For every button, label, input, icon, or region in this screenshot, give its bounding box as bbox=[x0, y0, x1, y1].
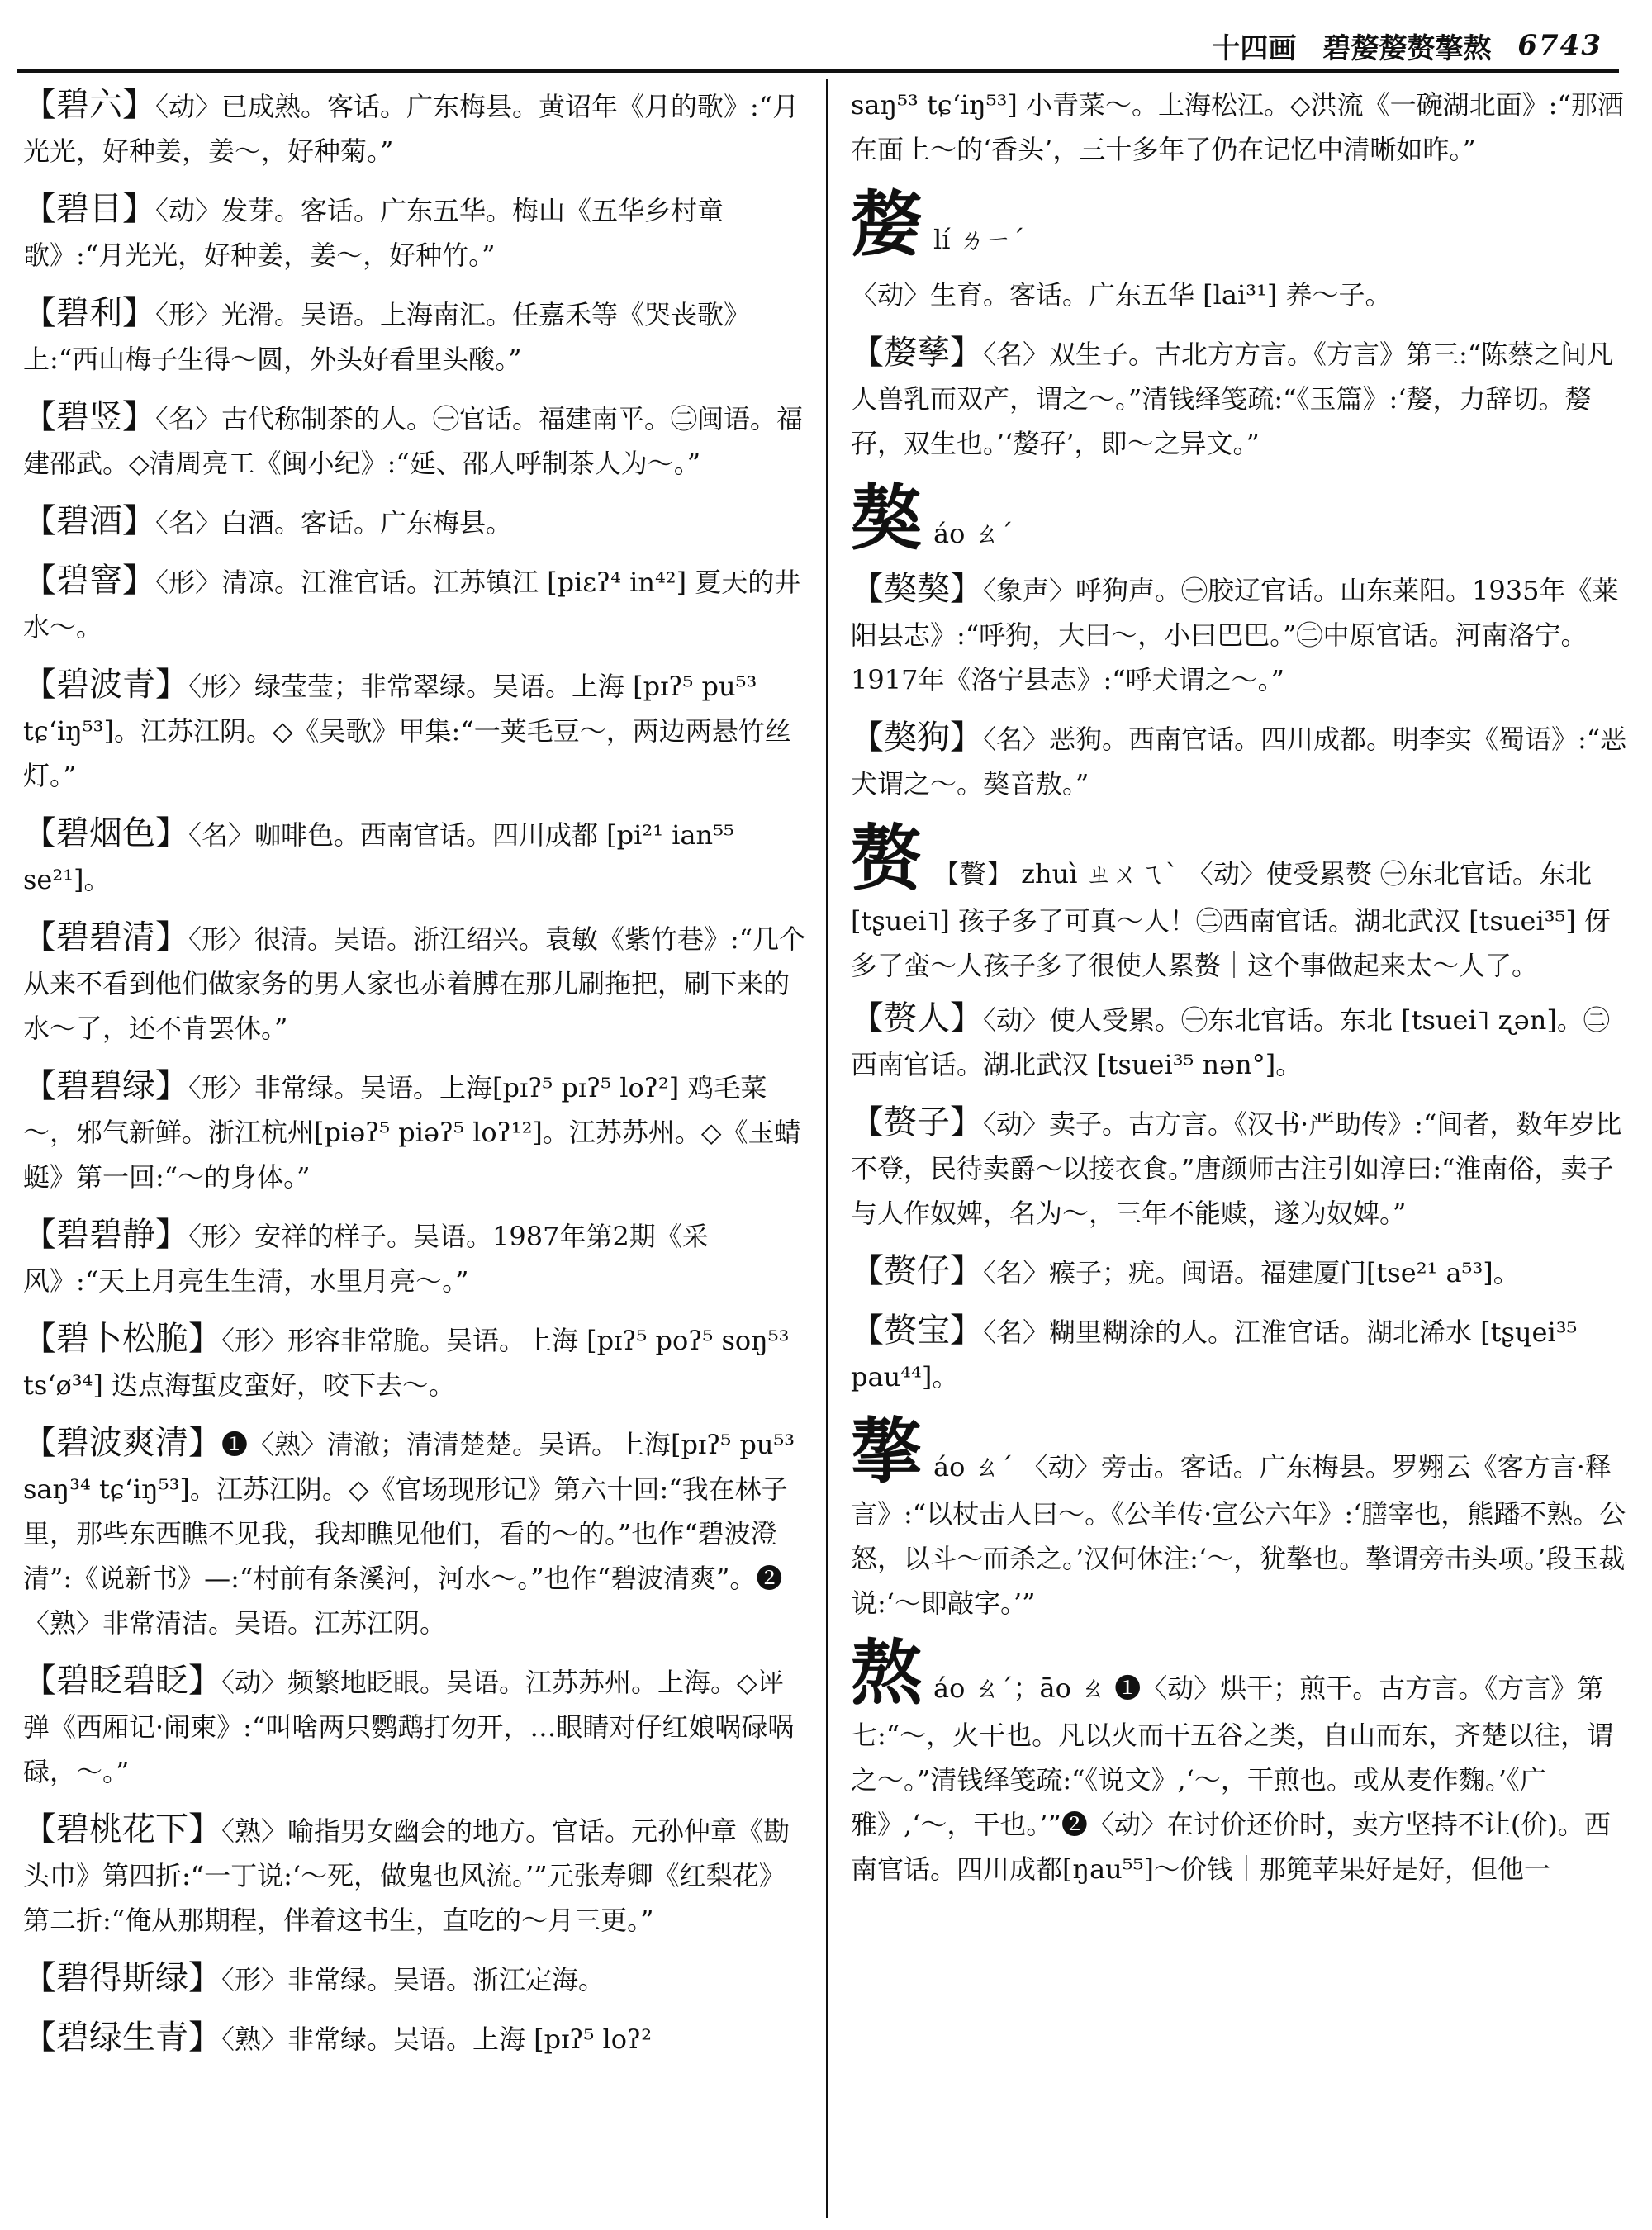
dictionary-entry bbox=[23, 662, 808, 798]
dictionary-entry bbox=[851, 1249, 1635, 1295]
entry-definition: 〈形〉光滑。吴语。上海南汇。任嘉禾等《哭丧歌》上:“西山梅子生得～圆，外头好看里头酸。” bbox=[23, 299, 751, 375]
dictionary-entry bbox=[23, 558, 808, 649]
entry-definition: 〈动〉频繁地眨眼。吴语。江苏苏州。上海。◇评弹《西厢记·闹柬》:“叫啥两只鹦鹉打勿开，…眼睛对仔红娘㖞碌㖞碌，～。” bbox=[23, 1667, 795, 1787]
entry-definition: 〈形〉绿莹莹；非常翠绿。吴语。上海 [pɪʔ⁵ pu⁵³ tɕʻiŋ⁵³]。江苏江阴。◇《吴歌》甲集:“一荚毛豆～，两边两悬竹丝灯。” bbox=[23, 671, 791, 791]
entry-definition: 〈形〉清凉。江淮官话。江苏镇江 [piɛʔ⁴ in⁴²] 夏天的井水～。 bbox=[23, 567, 801, 643]
dictionary-entry bbox=[23, 1807, 808, 1943]
page-header bbox=[1148, 25, 1602, 66]
column-divider bbox=[826, 79, 828, 2218]
entry-headword: 【獒獒】 bbox=[851, 570, 983, 608]
dictionary-entry bbox=[23, 1064, 808, 1199]
entry-definition: 〈形〉非常绿。吴语。浙江定海。 bbox=[221, 1964, 605, 1995]
header-section: 十四画 bbox=[1212, 31, 1297, 65]
entry-definition: 〈名〉糊里糊涂的人。江淮官话。湖北浠水 [tʂɥei³⁵ pau⁴⁴]。 bbox=[851, 1317, 1578, 1393]
head-character: 獒 bbox=[851, 477, 922, 560]
header-chars: 碧嫠嫠赘摮熬 bbox=[1322, 31, 1492, 65]
character-heading bbox=[851, 479, 1635, 558]
entry-definition: 〈动〉使人受累。㊀东北官话。东北 [tsuei˥ ʐən]。㊁西南官话。湖北武汉 [tsuei³⁵ nən°]。 bbox=[851, 1004, 1610, 1080]
dictionary-entry bbox=[23, 1658, 808, 1794]
entry-headword: 【碧卜松脆】 bbox=[23, 1320, 221, 1358]
header-rule bbox=[17, 69, 1619, 73]
character-heading bbox=[851, 1412, 1635, 1625]
entry-definition: 〈形〉安祥的样子。吴语。1987年第2期《采风》:“天上月亮生生清，水里月亮～。” bbox=[23, 1221, 709, 1297]
entry-headword: 【碧利】 bbox=[23, 294, 155, 332]
entry-definition: 〈名〉瘊子；疣。闽语。福建厦门[tse²¹ a⁵³]。 bbox=[983, 1257, 1520, 1288]
dictionary-entry bbox=[23, 1421, 808, 1645]
entry-definition: 〈形〉非常绿。吴语。上海[pɪʔ⁵ pɪʔ⁵ loʔ²] 鸡毛菜～，邪气新鲜。浙江杭州[piəʔ⁵ piəʔ⁵ loʔ¹²]。江苏苏州。◇《玉蜻蜓》第一回:“～的身体。” bbox=[23, 1072, 801, 1193]
dictionary-entry bbox=[851, 330, 1635, 466]
entry-definition: 〈象声〉呼狗声。㊀胶辽官话。山东莱阳。1935年《莱阳县志》:“呼狗，大曰～，小曰巴巴。”㊁中原官话。河南洛宁。1917年《洛宁县志》:“呼犬谓之～。” bbox=[851, 575, 1619, 695]
continued-entry bbox=[851, 83, 1635, 172]
entry-headword: 【碧波青】 bbox=[23, 666, 188, 704]
entry-definition: 〈形〉形容非常脆。吴语。上海 [pɪʔ⁵ poʔ⁵ soŋ⁵³ tsʻø³⁴] 迭点海蜇皮蛮好，咬下去～。 bbox=[23, 1325, 790, 1401]
dictionary-entry bbox=[23, 291, 808, 382]
entry-definition: 〈名〉双生子。古北方方言。《方言》第三:“陈蔡之间凡人兽乳而双产，谓之～。”清钱绎笺疏:“《玉篇》:‘嫠，力辞切。嫠孖，双生也。’‘嫠孖’，即～之异文。” bbox=[851, 339, 1614, 459]
dictionary-entry bbox=[851, 1308, 1635, 1399]
dictionary-entry bbox=[23, 395, 808, 486]
head-character: 赘 bbox=[851, 817, 922, 900]
entry-headword: 【碧碧静】 bbox=[23, 1216, 188, 1254]
dictionary-entry bbox=[23, 187, 808, 278]
dictionary-entry bbox=[23, 83, 808, 173]
entry-definition: 〈熟〉非常绿。吴语。上海 [pɪʔ⁵ loʔ² bbox=[221, 2024, 653, 2055]
dictionary-entry bbox=[23, 2015, 808, 2062]
dictionary-entry bbox=[851, 1100, 1635, 1236]
entry-headword: 【碧眨碧眨】 bbox=[23, 1662, 221, 1700]
pronunciation: lí ㄌㄧˊ bbox=[933, 224, 1025, 255]
dictionary-entry bbox=[851, 273, 1635, 317]
left-column bbox=[23, 83, 808, 2222]
entry-headword: 【嫠孳】 bbox=[851, 334, 983, 372]
right-column bbox=[851, 83, 1635, 2222]
entry-definition: 〈形〉很清。吴语。浙江绍兴。袁敏《紫竹巷》:“几个从来不看到他们做家务的男人家也赤着膊在那儿刷拖把，刷下来的水～了，还不肯罢休。” bbox=[23, 923, 806, 1044]
entry-headword: 【赘仔】 bbox=[851, 1252, 983, 1290]
pronunciation: áo ㄠˊ 〈动〉旁击。客话。广东梅县。罗翙云《客方言·释言》:“以杖击人曰～。《公羊传·宣公六年》:‘膳宰也，熊蹯不熟。公怒，以斗～而杀之。’汉何休注:‘～，犹摮也。摮谓旁击头项。’段玉裁说:‘～即敲字。’” bbox=[851, 1451, 1626, 1619]
pronunciation: áo ㄠˊ bbox=[933, 518, 1014, 549]
pronunciation: áo ㄠˊ；āo ㄠ ❶〈动〉烘干；煎干。古方言。《方言》第七:“～，火干也。凡以火而干五谷之类，自山而东，齐楚以往，谓之～。”清钱绎笺疏:“《说文》,‘～，干煎也。或从麦作麴。’《广雅》,‘～，干也。’”❷〈动〉在讨价还价时，卖方坚持不让(价)。西南官话。四川成都[ŋau⁵⁵]～价钱｜那篼苹果好是好，但他一 bbox=[851, 1672, 1614, 1885]
dictionary-entry bbox=[23, 1212, 808, 1303]
entry-headword: 【碧六】 bbox=[23, 86, 155, 124]
entry-headword: 【碧竖】 bbox=[23, 398, 155, 436]
entry-headword: 【獒狗】 bbox=[851, 719, 983, 757]
entry-headword: 【碧得斯绿】 bbox=[23, 1959, 221, 1997]
entry-headword: 【碧目】 bbox=[23, 190, 155, 228]
character-heading bbox=[851, 1631, 1635, 1891]
dictionary-entry bbox=[23, 915, 808, 1051]
entry-headword: 【赘子】 bbox=[851, 1103, 983, 1141]
entry-headword: 【碧酒】 bbox=[23, 502, 155, 540]
character-heading bbox=[851, 185, 1635, 264]
entry-headword: 【赘人】 bbox=[851, 999, 983, 1037]
dictionary-entry bbox=[23, 1317, 808, 1407]
entry-definition: 〈动〉卖子。古方言。《汉书·严助传》:“间者，数年岁比不登，民待卖爵～以接衣食。”唐颜师古注引如淳曰:“淮南俗，卖子与人作奴婢，名为～，三年不能赎，遂为奴婢。” bbox=[851, 1108, 1622, 1229]
entry-definition: saŋ⁵³ tɕʻiŋ⁵³] 小青菜～。上海松江。◇洪流《一碗湖北面》:“那洒在面上～的‘香头’，三十多年了仍在记忆中清晰如昨。” bbox=[851, 89, 1624, 165]
head-character: 摮 bbox=[851, 1410, 922, 1493]
dictionary-entry bbox=[23, 499, 808, 545]
dictionary-entry bbox=[851, 715, 1635, 806]
character-heading bbox=[851, 819, 1635, 988]
entry-headword: 【赘宝】 bbox=[851, 1312, 983, 1350]
entry-definition: 〈名〉咖啡色。西南官话。四川成都 [pi²¹ ian⁵⁵ se²¹]。 bbox=[23, 819, 734, 895]
entry-definition: ❶〈熟〉清澈；清清楚楚。吴语。上海[pɪʔ⁵ pu⁵³ saŋ³⁴ tɕʻiŋ⁵³]。江苏江阴。◇《官场现形记》第六十回:“我在林子里，那些东西瞧不见我，我却瞧见他们，看的～的。”也作“碧波澄清”:《说新书》—:“村前有条溪河，河水～。”也作“碧波清爽”。❷〈熟〉非常清洁。吴语。江苏江阴。 bbox=[23, 1429, 795, 1639]
entry-headword: 【碧碧清】 bbox=[23, 918, 188, 956]
entry-headword: 【碧窨】 bbox=[23, 562, 155, 600]
entry-headword: 【碧波爽清】 bbox=[23, 1424, 221, 1462]
entry-definition: 〈名〉恶狗。西南官话。四川成都。明李实《蜀语》:“恶犬谓之～。獒音敖。” bbox=[851, 724, 1627, 799]
dictionary-entry bbox=[851, 996, 1635, 1087]
entry-headword: 【碧烟色】 bbox=[23, 814, 188, 852]
dictionary-entry bbox=[851, 567, 1635, 702]
entry-definition: 〈动〉已成熟。客话。广东梅县。黄诏年《月的歌》:“月光光，好种姜，姜～，好种菊。” bbox=[23, 91, 800, 167]
entry-definition: 〈动〉发芽。客话。广东五华。梅山《五华乡村童歌》:“月光光，好种姜，姜～，好种竹。” bbox=[23, 195, 724, 271]
entry-definition: 〈熟〉喻指男女幽会的地方。官话。元孙仲章《勘头巾》第四折:“一丁说:‘～死，做鬼也风流。’”元张寿卿《红梨花》第二折:“俺从那期程，伴着这书生，直吃的～月三更。” bbox=[23, 1815, 790, 1936]
head-character: 嫠 bbox=[851, 183, 922, 266]
page-number: 6743 bbox=[1517, 29, 1602, 62]
entry-definition: 〈动〉生育。客话。广东五华 [lai³¹] 养～子。 bbox=[851, 279, 1392, 311]
head-character: 熬 bbox=[851, 1631, 922, 1715]
dictionary-entry bbox=[23, 1956, 808, 2002]
pronunciation: 【贅】 zhuì ㄓㄨㄟˋ 〈动〉使受累赘 ㊀东北官话。东北 [tʂuei˥] 孩子多了可真～人！㊁西南官话。湖北武汉 [tsuei³⁵] 伢多了蛮～人孩子多了很使人累赘｜这个事做起来太～人了。 bbox=[851, 858, 1612, 981]
entry-headword: 【碧桃花下】 bbox=[23, 1810, 221, 1848]
dictionary-entry bbox=[23, 811, 808, 902]
entry-definition: 〈名〉古代称制茶的人。㊀官话。福建南平。㊁闽语。福建邵武。◇清周亮工《闽小纪》:“延、邵人呼制茶人为～。” bbox=[23, 403, 804, 479]
entry-definition: 〈名〉白酒。客话。广东梅县。 bbox=[155, 507, 513, 539]
entry-headword: 【碧绿生青】 bbox=[23, 2019, 221, 2057]
entry-headword: 【碧碧绿】 bbox=[23, 1067, 188, 1105]
